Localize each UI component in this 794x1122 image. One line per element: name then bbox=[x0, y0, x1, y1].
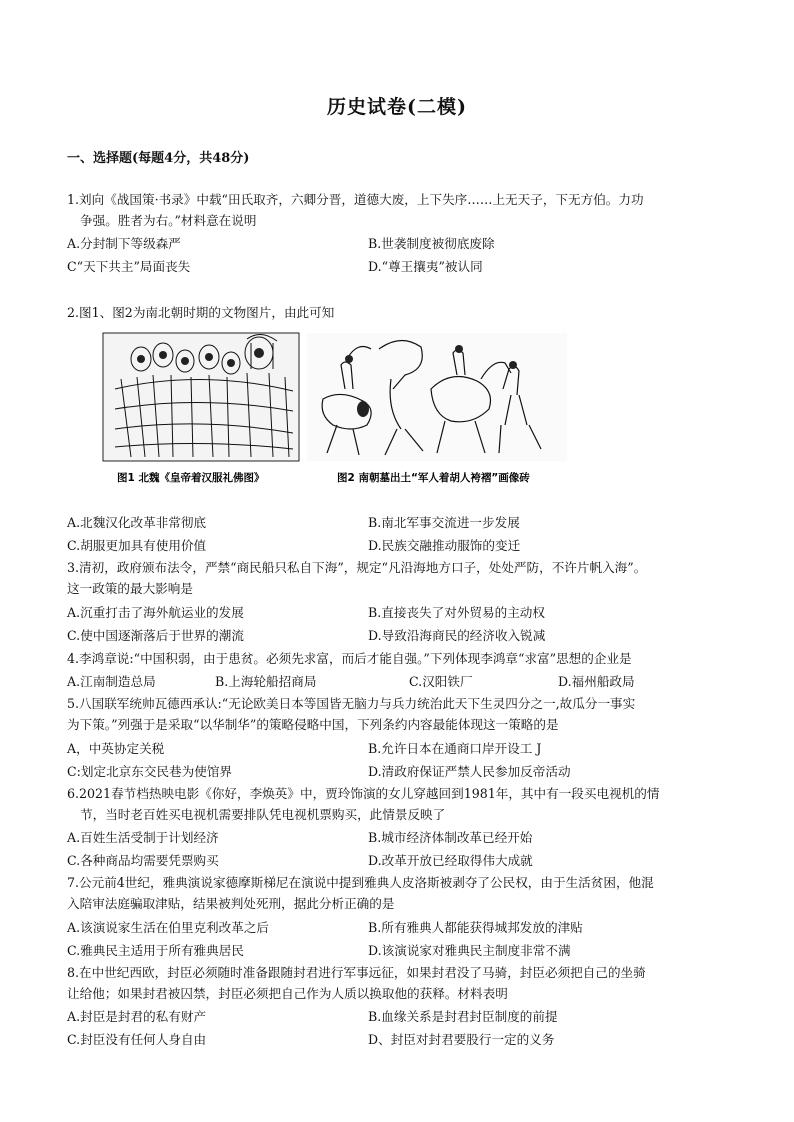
question-6-stem bbox=[67, 783, 727, 825]
question-5-line2: 为下策。”列强于是采取“以华制华”的策略侵略中国，下列条约内容最能体现这一策略的是 bbox=[67, 717, 559, 732]
option-d: D.福州船政局 bbox=[558, 674, 635, 689]
page-title: 历史试卷(二模) bbox=[327, 96, 467, 118]
option-b: B.上海轮船招商局 bbox=[215, 674, 317, 689]
option-c: C.封臣没有任何人身自由 bbox=[67, 1031, 207, 1047]
option-c: C:划定北京东交民巷为使馆界 bbox=[67, 763, 233, 779]
option-c: C.雅典民主适用于所有雅典居民 bbox=[67, 942, 244, 958]
question-7-line2: 入陪审法庭骗取津贴，结果被判处死刑，据此分析正确的是 bbox=[67, 896, 395, 911]
option-a: A，中英协定关税 bbox=[67, 741, 165, 756]
figure-2-image bbox=[307, 333, 567, 461]
question-8-line1: 8.在中世纪西欧，封臣必须随时准备跟随封君进行军事远征，如果封君没了马骑，封臣必须把自己的坐骑 bbox=[67, 965, 646, 980]
question-8-line2: 让给他；如果封君被囚禁，封臣必须把自己作为人质以换取他的获释。材料表明 bbox=[67, 986, 508, 1001]
option-b: B.允许日本在通商口岸开设工 J bbox=[368, 741, 542, 756]
question-5-options bbox=[67, 738, 727, 783]
option-b: B.直接丧失了对外贸易的主动权 bbox=[368, 605, 545, 620]
question-7-options bbox=[67, 917, 727, 962]
option-d: D、封臣对封君要股行一定的义务 bbox=[368, 1031, 555, 1047]
option-b: B.城市经济体制改革已经开始 bbox=[368, 830, 533, 845]
option-a: A.江南制造总局 bbox=[67, 674, 156, 689]
question-2-options bbox=[67, 512, 727, 557]
question-1-line1: 1.刘向《战国策·书录》中载“田氏取齐，六卿分晋，道德大废，上下失序……上无天子，下无方伯。力功 bbox=[67, 192, 644, 207]
question-5-line1: 5.八国联军统帅瓦德西承认:“无论欧美日本等国皆无脑力与兵力统治此天下生灵四分之一,故瓜分一事实 bbox=[67, 696, 636, 711]
question-2-figures bbox=[101, 329, 569, 493]
option-b: B.血缘关系是封君封臣制度的前提 bbox=[368, 1009, 558, 1024]
question-1-stem bbox=[67, 189, 727, 231]
option-a: A.分封制下等级森严 bbox=[67, 236, 181, 251]
figure-1-image bbox=[103, 333, 299, 461]
option-d: D.改革开放已经取得伟大成就 bbox=[368, 852, 533, 868]
question-6-options bbox=[67, 827, 727, 872]
question-6-line1: 6.2021春节档热映电影《你好，李焕英》中，贾玲饰演的女儿穿越回到1981年，其中有一段买电视机的情 bbox=[67, 786, 660, 801]
question-8-options bbox=[67, 1006, 727, 1051]
section-heading: 一、选择题(每题4分，共48分) bbox=[67, 151, 250, 166]
option-b: B.世袭制度被彻底废除 bbox=[368, 236, 495, 251]
option-a: A.百姓生活受制于计划经济 bbox=[67, 830, 219, 845]
option-d: D.“尊王攘夷”被认同 bbox=[368, 258, 483, 274]
option-c: C.汉阳铁厂 bbox=[409, 674, 473, 689]
option-d: D.清政府保证严禁人民参加反帝活动 bbox=[368, 763, 571, 779]
question-3-line1: 3.清初，政府颁布法令，严禁“商民船只私自下海”，规定“凡沿海地方口子，处处严防，不许片帆入海”。 bbox=[67, 560, 647, 575]
option-c: C.使中国逐渐落后于世界的潮流 bbox=[67, 627, 244, 643]
option-c: C.胡服更加具有使用价值 bbox=[67, 537, 207, 553]
figure-2-caption: 图2 南朝墓出土“军人着胡人袴褶”画像砖 bbox=[337, 472, 530, 484]
option-a: A.该演说家生活在伯里克利改革之后 bbox=[67, 920, 270, 935]
question-4-stem: 4.李鸿章说:“中国积弱，由于患贫。必须先求富，而后才能自强。”下列体现李鸿章“求富”思想的企业是 bbox=[67, 651, 632, 666]
figure-1-caption: 图1 北魏《皇帝着汉服礼佛图》 bbox=[117, 472, 265, 484]
question-1-line2: 争强。胜者为右。”材料意在说明 bbox=[80, 213, 257, 228]
option-c: C.各种商品均需要凭票购买 bbox=[67, 852, 219, 868]
option-b: B.所有雅典人都能获得城邦发放的津贴 bbox=[368, 920, 583, 935]
option-c: C“天下共主”局面丧失 bbox=[67, 258, 191, 274]
question-8-stem bbox=[67, 962, 727, 1004]
question-3-line2: 这一政策的最大影响是 bbox=[67, 581, 193, 596]
option-d: D.民族交融推动服饰的变迁 bbox=[368, 537, 521, 553]
question-4-options bbox=[67, 671, 727, 694]
question-3-stem bbox=[67, 557, 727, 599]
option-b: B.南北军事交流进一步发展 bbox=[368, 515, 520, 530]
question-2-stem: 2.图1、图2为南北朝时期的文物图片，由此可知 bbox=[67, 305, 335, 320]
option-d: D.导致沿海商民的经济收入锐减 bbox=[368, 627, 546, 643]
question-6-line2: 节，当时老百姓买电视机需要排队凭电视机票购买，此情景反映了 bbox=[80, 807, 446, 822]
question-3-options bbox=[67, 602, 727, 647]
option-a: A.封臣是封君的私有财产 bbox=[67, 1009, 207, 1024]
option-a: A.沉重打击了海外航运业的发展 bbox=[67, 605, 244, 620]
question-7-stem bbox=[67, 872, 727, 914]
question-5-stem bbox=[67, 693, 727, 735]
question-7-line1: 7.公元前4世纪，雅典演说家德摩斯梯尼在演说中提到雅典人皮洛斯被剥夺了公民权，由于生活贫困，他混 bbox=[67, 875, 654, 890]
option-d: D.该演说家对雅典民主制度非常不满 bbox=[368, 942, 571, 958]
option-a: A.北魏汉化改革非常彻底 bbox=[67, 515, 207, 530]
question-1-options bbox=[67, 233, 727, 278]
